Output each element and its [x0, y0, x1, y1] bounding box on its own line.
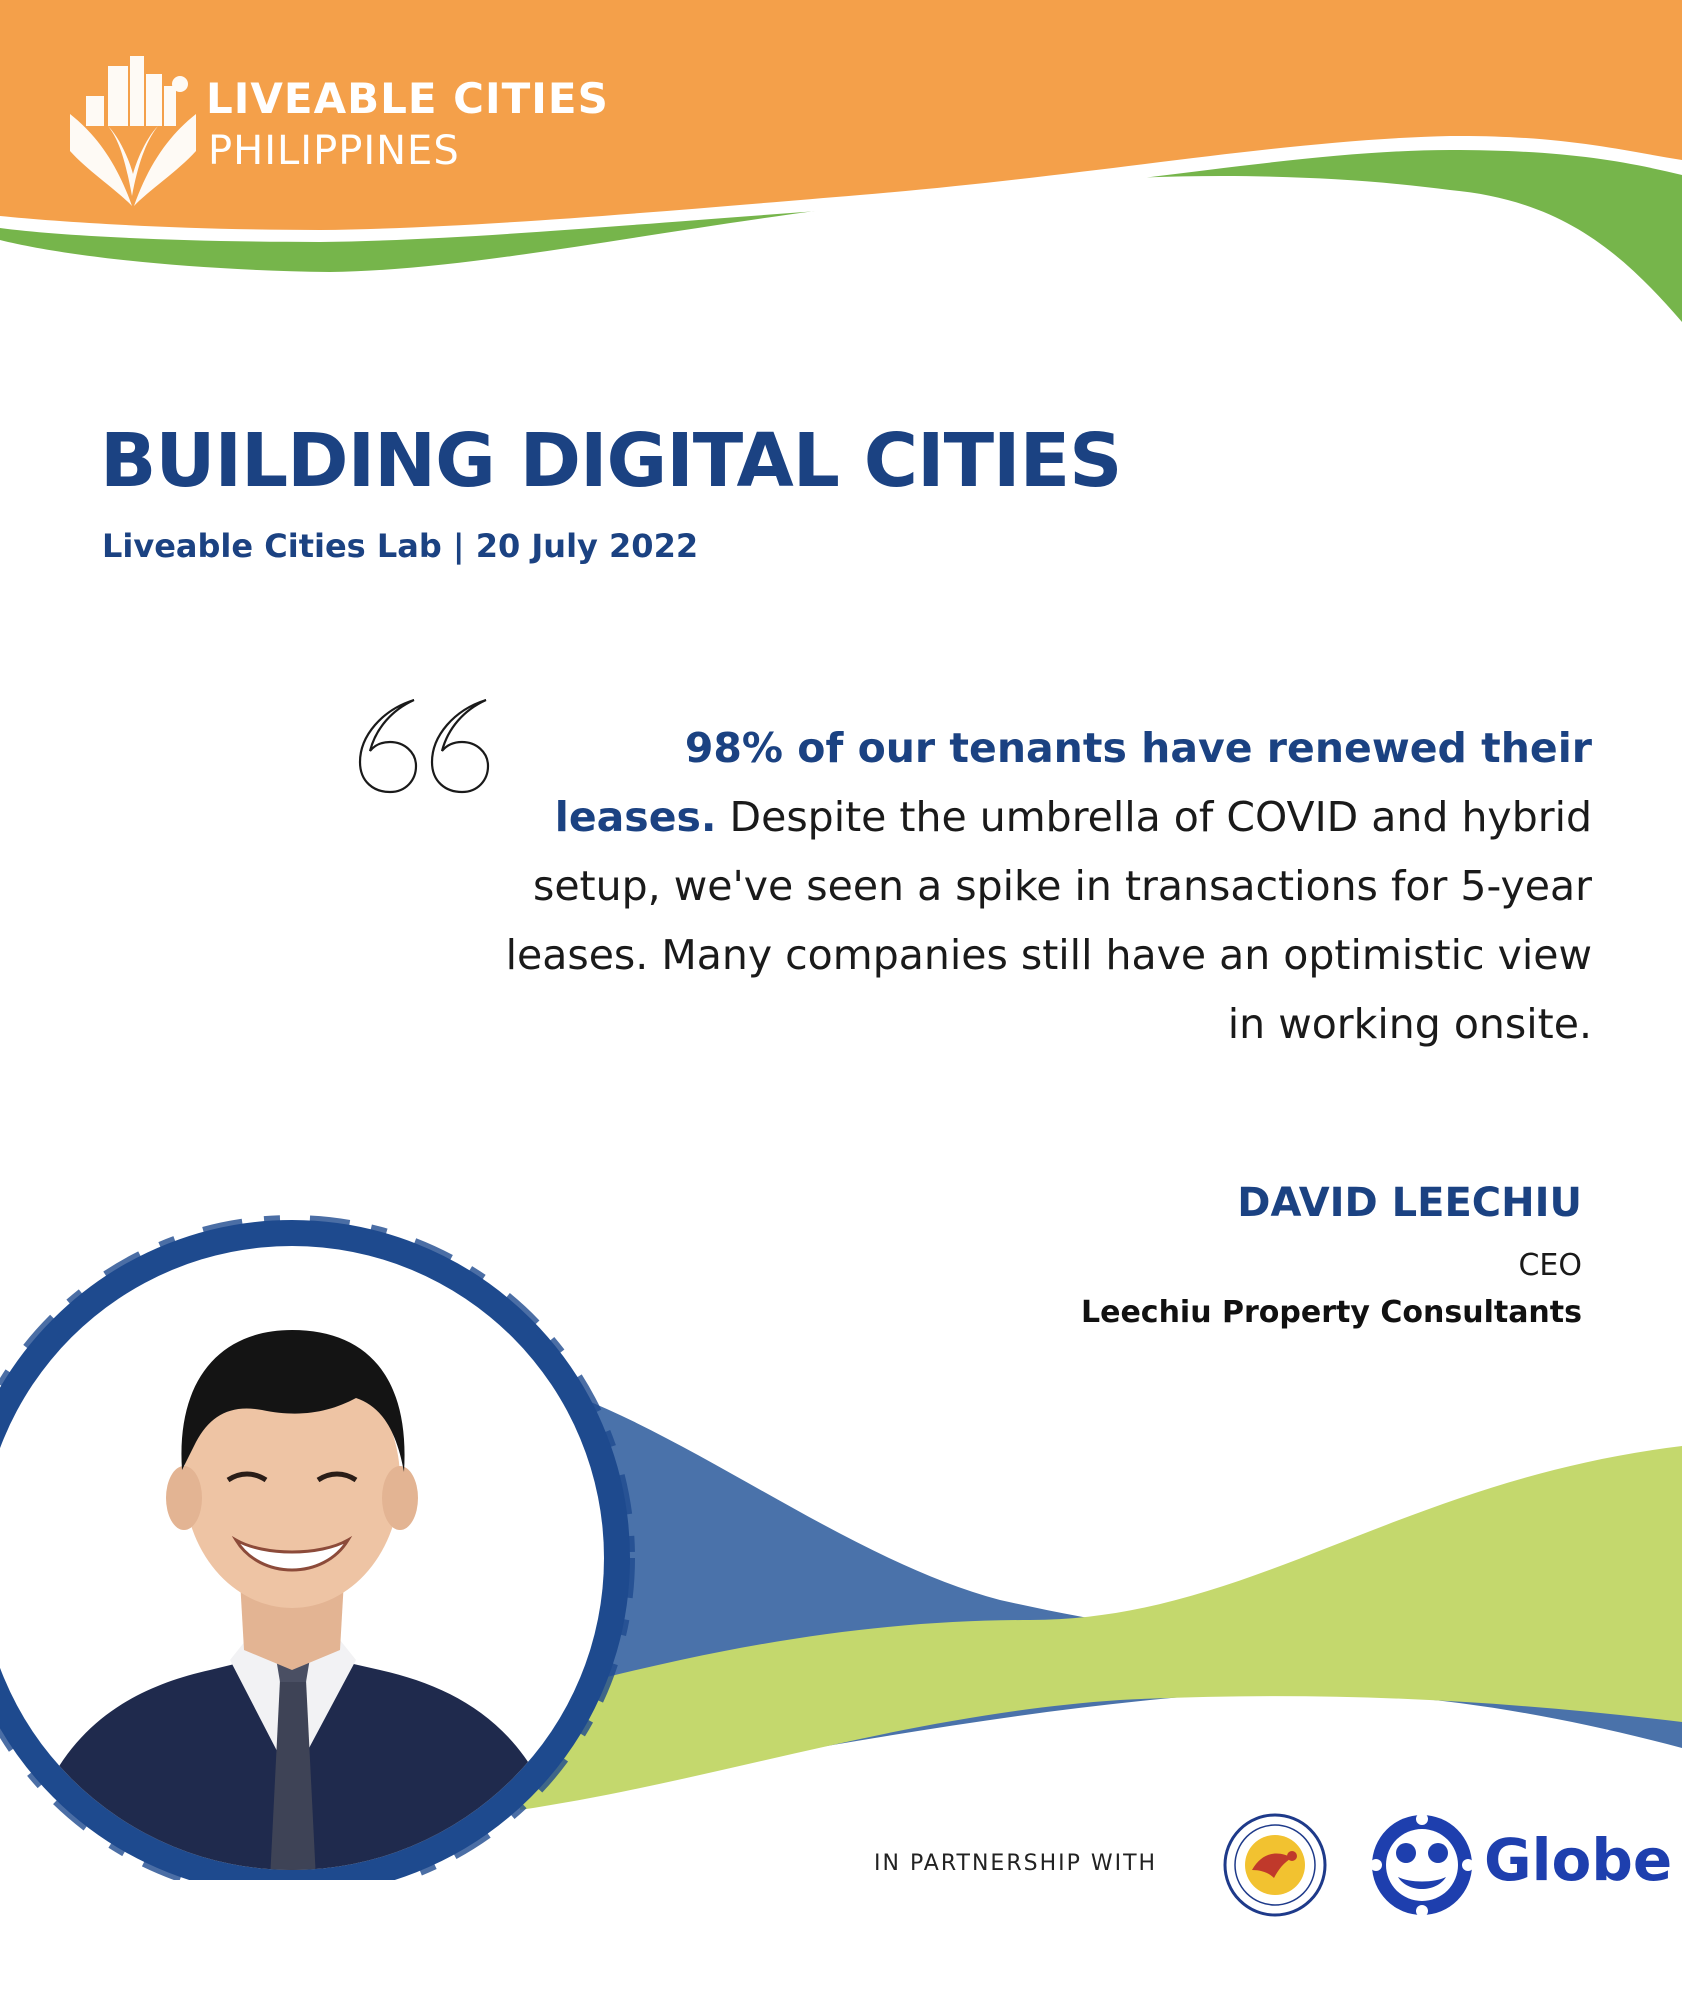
quote-mark-icon — [352, 696, 494, 796]
page-title: BUILDING DIGITAL CITIES — [100, 418, 1122, 504]
speaker-portrait — [0, 1180, 640, 1880]
brand-country: PHILIPPINES — [208, 128, 460, 174]
globe-logo-icon — [1368, 1811, 1476, 1919]
quote-highlight: 98% of our tenants have renewed their leases. — [554, 724, 1592, 841]
quote-body: Despite the umbrella of COVID and hybrid setup, we've seen a spike in transactions for 5-year leases. Many companies still have an optimistic view in working onsite. — [505, 793, 1592, 1048]
speaker-role: CEO — [1518, 1248, 1582, 1283]
page-subtitle: Liveable Cities Lab | 20 July 2022 — [102, 527, 699, 565]
speaker-name: DAVID LEECHIU — [1237, 1180, 1582, 1226]
brand-name: LIVEABLE CITIES — [206, 74, 609, 123]
speaker-company: Leechiu Property Consultants — [1080, 1295, 1582, 1330]
quote-text — [480, 714, 1592, 1059]
city-in-hands-icon — [68, 56, 198, 216]
league-of-cities-seal-icon — [1222, 1812, 1328, 1918]
globe-wordmark: Globe — [1484, 1826, 1673, 1894]
partner-label: IN PARTNERSHIP WITH — [874, 1851, 1158, 1876]
